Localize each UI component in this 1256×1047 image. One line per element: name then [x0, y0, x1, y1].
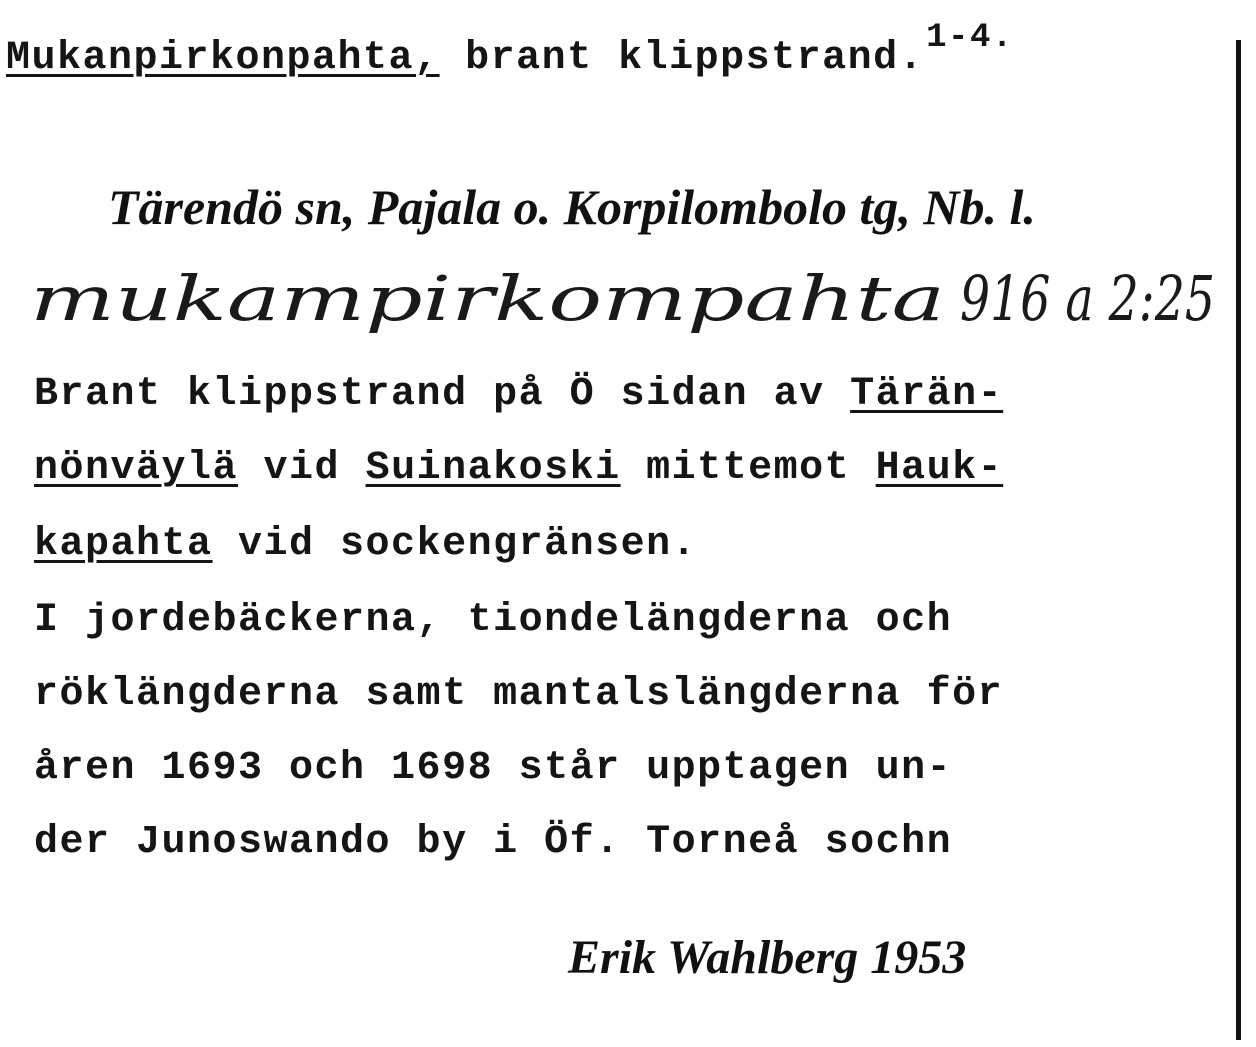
- definition: brant klippstrand.: [439, 36, 925, 81]
- handwritten-reference: 916 a 2:25: [960, 262, 1215, 335]
- note-reference: 1-4.: [926, 19, 1014, 57]
- body-line-2: nönväylä vid Suinakoski mittemot Hauk-: [34, 446, 1004, 491]
- place-name-taranonvayla-a: Tärän-: [850, 372, 1004, 417]
- card-edge-rule: [1236, 40, 1241, 1040]
- headword: Mukanpirkonpahta,: [6, 36, 440, 81]
- handwritten-entry: [30, 258, 1230, 368]
- handwritten-name: mukampirkompahta: [30, 262, 945, 335]
- body-line-3: kapahta vid sockengränsen.: [34, 522, 698, 567]
- place-name-haukkapahta-b: kapahta: [34, 522, 213, 567]
- body-line-4: I jordebäckerna, tiondelängderna och: [34, 598, 953, 643]
- place-name-suinakoski: Suinakoski: [365, 446, 621, 491]
- card-heading: [6, 19, 1014, 81]
- place-name-haukkapahta-a: Hauk-: [875, 446, 1004, 491]
- author-signature: Erik Wahlberg 1953: [568, 931, 967, 984]
- body-line-1: Brant klippstrand på Ö sidan av Tärän-: [34, 372, 1004, 417]
- body-line-5: röklängderna samt mantalslängderna för: [34, 672, 1004, 717]
- body-line-6: åren 1693 och 1698 står upptagen un-: [34, 746, 953, 791]
- place-name-taranonvayla-b: nönväylä: [34, 446, 239, 491]
- body-line-7: der Junoswando by i Öf. Torneå sochn: [34, 820, 953, 865]
- locality-stamp: Tärendö sn, Pajala o. Korpilombolo tg, Nb. l.: [108, 179, 1036, 235]
